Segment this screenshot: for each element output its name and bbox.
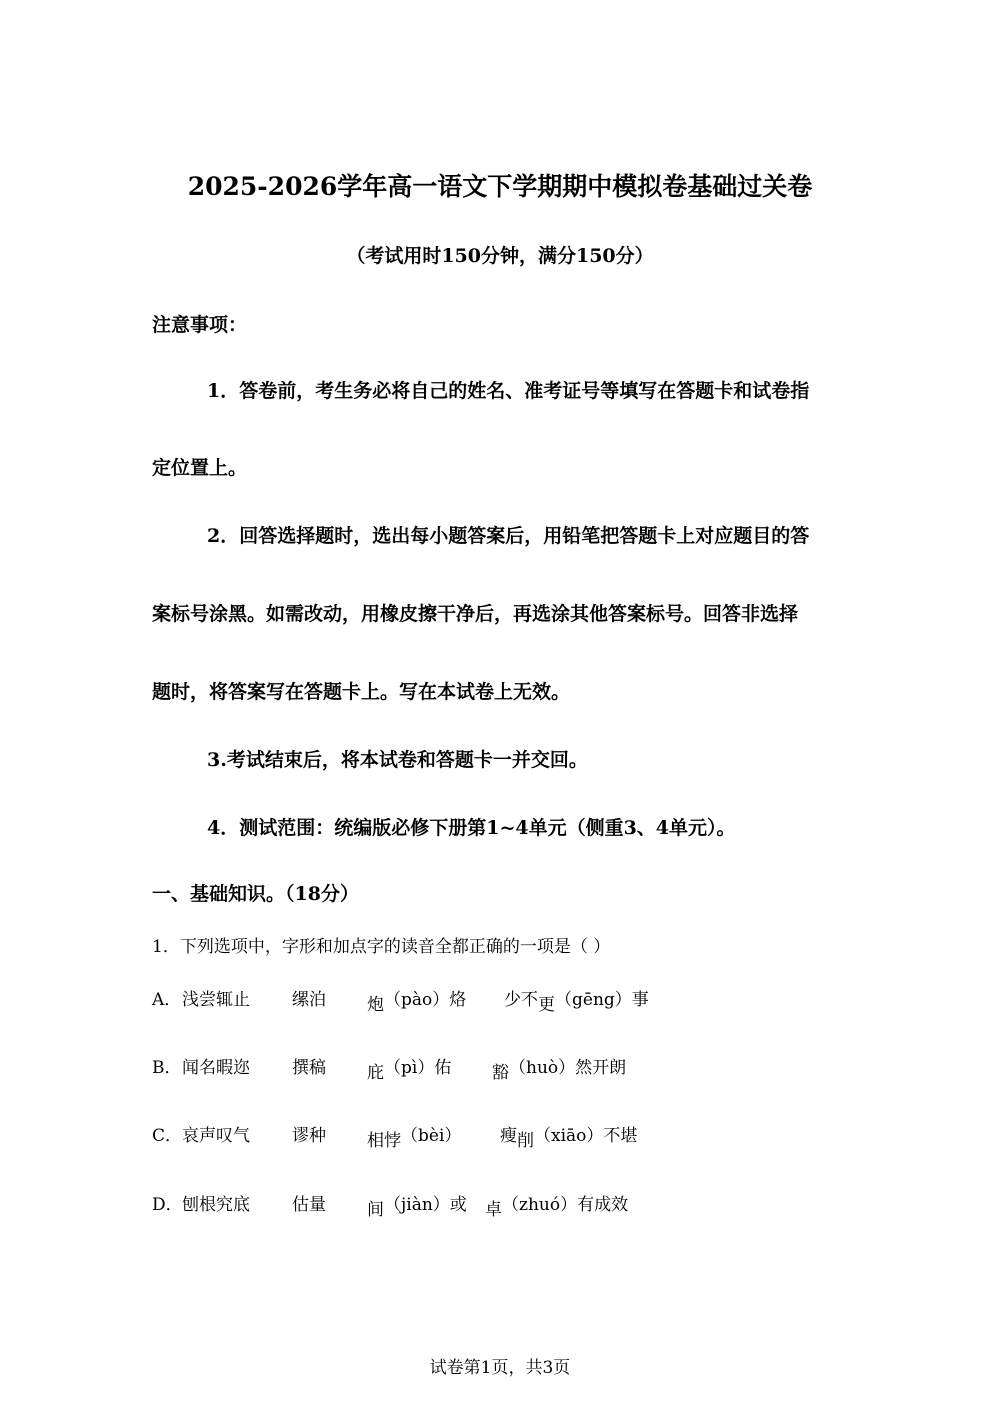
word-rest: 然开朗 <box>575 1058 627 1078</box>
pinyin: （jiàn） <box>384 1195 450 1215</box>
pinyin: （huò） <box>509 1058 576 1078</box>
notice-item-1-line-2: 定位置上。 <box>152 457 248 479</box>
notice-item-2-line-3: 题时，将答案写在答题卡上。写在本试卷上无效。 <box>152 681 571 703</box>
option-word-2: 撰稿 <box>292 1058 326 1078</box>
dotted-char: 削 <box>517 1131 534 1151</box>
word-rest: 有成效 <box>577 1195 629 1215</box>
notice-item-4: 4．测试范围：统编版必修下册第1~4单元（侧重3、4单元）。 <box>207 817 736 839</box>
word-rest: 不堪 <box>603 1126 638 1146</box>
option-word-3 <box>367 1055 451 1081</box>
option-word-4 <box>500 1123 637 1149</box>
option-label: C． <box>152 1126 183 1146</box>
pinyin: （xiāo） <box>534 1126 604 1146</box>
pinyin: （bèi） <box>401 1126 462 1146</box>
option-word-1: 浅尝辄止 <box>182 990 250 1010</box>
word-prefix: 少不 <box>504 990 538 1010</box>
page-footer: 试卷第1页，共3页 <box>429 1358 571 1378</box>
word-prefix: 瘦 <box>500 1126 517 1146</box>
pinyin: （pì） <box>384 1058 435 1078</box>
dotted-char: 豁 <box>492 1063 509 1083</box>
section-1-heading: 一、基础知识。（18分） <box>152 883 359 905</box>
question-1-stem: 1．下列选项中，字形和加点字的读音全都正确的一项是（ ） <box>152 937 611 957</box>
word-rest: 佑 <box>434 1058 452 1078</box>
option-word-4 <box>492 1055 626 1081</box>
pinyin: （pào） <box>384 990 450 1010</box>
dotted-char: 间 <box>367 1200 384 1220</box>
pinyin: （zhuó） <box>502 1195 578 1215</box>
option-label: D． <box>152 1195 183 1215</box>
notice-heading: 注意事项： <box>152 314 248 336</box>
dotted-char: 卓 <box>485 1200 502 1220</box>
dotted-char: 炮 <box>367 995 384 1015</box>
option-word-2: 谬种 <box>292 1126 326 1146</box>
word-rest: 或 <box>449 1195 467 1215</box>
option-word-2: 估量 <box>292 1195 326 1215</box>
option-word-4 <box>504 987 649 1013</box>
option-word-1: 闻名暇迩 <box>182 1058 250 1078</box>
option-word-2: 缧泊 <box>292 990 326 1010</box>
option-word-1: 刨根究底 <box>182 1195 250 1215</box>
option-word-1: 哀声叹气 <box>182 1126 250 1146</box>
pinyin: （gēng） <box>555 990 632 1010</box>
word-rest: 事 <box>631 990 649 1010</box>
notice-item-1-line-1: 1．答卷前，考生务必将自己的姓名、准考证号等填写在答题卡和试卷指 <box>207 380 810 402</box>
option-word-4 <box>485 1192 628 1218</box>
option-word-3 <box>367 987 466 1013</box>
notice-item-2-line-2: 案标号涂黑。如需改动，用橡皮擦干净后，再选涂其他答案标号。回答非选择 <box>152 603 799 625</box>
dotted-char: 更 <box>538 995 555 1015</box>
dotted-char: 相悖 <box>367 1131 401 1151</box>
option-label: B． <box>152 1058 182 1078</box>
dotted-char: 庇 <box>367 1063 384 1083</box>
exam-title: 2025-2026学年高一语文下学期期中模拟卷基础过关卷 <box>187 172 813 201</box>
option-label: A． <box>152 990 182 1010</box>
word-rest: 烙 <box>449 990 467 1010</box>
notice-item-3: 3.考试结束后，将本试卷和答题卡一并交回。 <box>207 749 588 771</box>
option-word-3 <box>367 1192 467 1218</box>
option-word-3 <box>367 1123 461 1149</box>
exam-subtitle: （考试用时150分钟，满分150分） <box>346 245 654 267</box>
notice-item-2-line-1: 2．回答选择题时，选出每小题答案后，用铅笔把答题卡上对应题目的答 <box>207 525 810 547</box>
